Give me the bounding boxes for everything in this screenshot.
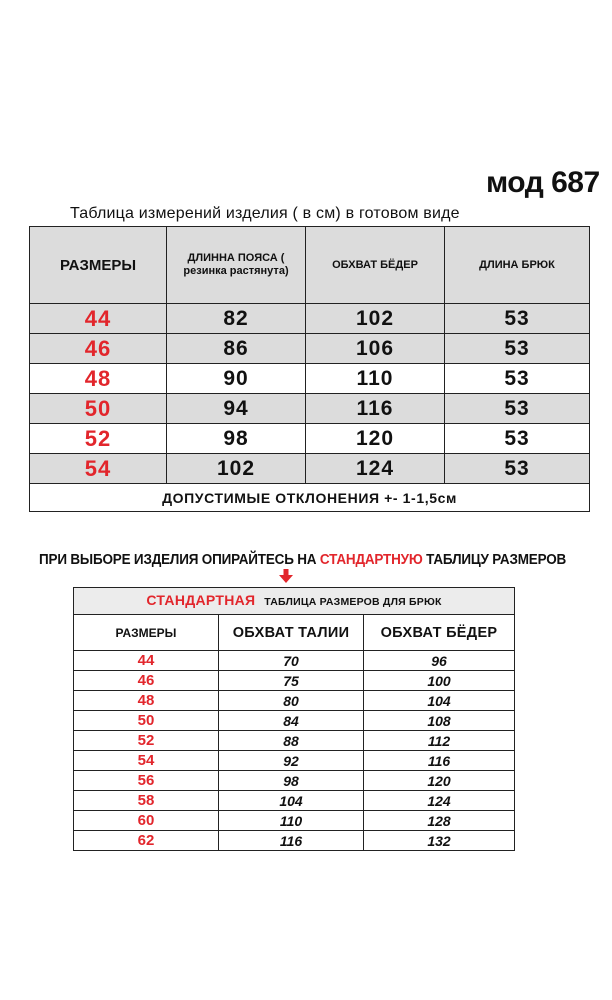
standard-size-table	[73, 587, 515, 851]
hips-cell: 96	[364, 651, 515, 671]
size-cell: 44	[74, 651, 219, 671]
hips-cell: 104	[364, 691, 515, 711]
waist-cell: 98	[219, 771, 364, 791]
length-cell: 53	[445, 454, 590, 484]
hips-cell: 128	[364, 811, 515, 831]
hips-cell: 116	[306, 394, 445, 424]
hips-cell: 108	[364, 711, 515, 731]
hips-cell: 102	[306, 304, 445, 334]
waist-cell: 82	[167, 304, 306, 334]
length-cell: 53	[445, 334, 590, 364]
hips-cell: 132	[364, 831, 515, 851]
header-waist: ОБХВАТ ТАЛИИ	[219, 615, 364, 651]
size-cell: 50	[74, 711, 219, 731]
header-trouser-length: ДЛИНА БРЮК	[445, 227, 590, 304]
table-row	[74, 771, 515, 791]
standard-table-title	[74, 588, 515, 615]
standard-table-title-row	[74, 588, 515, 615]
size-cell: 46	[30, 334, 167, 364]
measurement-table	[29, 226, 590, 512]
hint-text-end: ТАБЛИЦУ РАЗМЕРОВ	[422, 552, 567, 568]
size-cell: 60	[74, 811, 219, 831]
table-row	[30, 454, 590, 484]
hips-cell: 120	[364, 771, 515, 791]
header-waist-length: ДЛИННА ПОЯСА ( резинка растянута)	[167, 227, 306, 304]
table-row	[74, 811, 515, 831]
waist-cell: 90	[167, 364, 306, 394]
waist-cell: 92	[219, 751, 364, 771]
length-cell: 53	[445, 394, 590, 424]
tolerance-note: ДОПУСТИМЫЕ ОТКЛОНЕНИЯ +- 1-1,5см	[30, 484, 590, 512]
size-cell: 58	[74, 791, 219, 811]
size-cell: 48	[30, 364, 167, 394]
waist-cell: 86	[167, 334, 306, 364]
standard-title-rest: ТАБЛИЦА РАЗМЕРОВ ДЛЯ БРЮК	[264, 596, 442, 608]
waist-cell: 80	[219, 691, 364, 711]
hips-cell: 124	[306, 454, 445, 484]
hint-text-start: ПРИ ВЫБОРЕ ИЗДЕЛИЯ ОПИРАЙТЕСЬ НА	[39, 552, 320, 568]
hips-cell: 112	[364, 731, 515, 751]
size-cell: 54	[74, 751, 219, 771]
table-row	[30, 424, 590, 454]
table-row	[30, 334, 590, 364]
table-row	[30, 394, 590, 424]
table-caption: Таблица измерений изделия ( в см) в готовом виде	[70, 205, 460, 222]
waist-cell: 84	[219, 711, 364, 731]
tolerance-row	[30, 484, 590, 512]
model-number: мод 687	[486, 166, 600, 199]
size-cell: 44	[30, 304, 167, 334]
hips-cell: 100	[364, 671, 515, 691]
waist-cell: 116	[219, 831, 364, 851]
hips-cell: 116	[364, 751, 515, 771]
header-sizes: РАЗМЕРЫ	[74, 615, 219, 651]
size-cell: 52	[30, 424, 167, 454]
hips-cell: 124	[364, 791, 515, 811]
standard-header-row	[74, 615, 515, 651]
header-sizes: РАЗМЕРЫ	[30, 227, 167, 304]
table-row	[74, 831, 515, 851]
waist-cell: 88	[219, 731, 364, 751]
waist-cell: 98	[167, 424, 306, 454]
size-cell: 46	[74, 671, 219, 691]
waist-cell: 70	[219, 651, 364, 671]
waist-cell: 75	[219, 671, 364, 691]
table-row	[74, 731, 515, 751]
hips-cell: 110	[306, 364, 445, 394]
length-cell: 53	[445, 424, 590, 454]
table-row	[74, 791, 515, 811]
size-cell: 62	[74, 831, 219, 851]
table-row	[74, 711, 515, 731]
size-cell: 48	[74, 691, 219, 711]
table-row	[74, 691, 515, 711]
table-row	[30, 304, 590, 334]
measurement-header-row	[30, 227, 590, 304]
size-cell: 50	[30, 394, 167, 424]
length-cell: 53	[445, 304, 590, 334]
hint-highlight: СТАНДАРТНУЮ	[319, 552, 423, 568]
size-cell: 56	[74, 771, 219, 791]
size-cell: 54	[30, 454, 167, 484]
table-row	[30, 364, 590, 394]
size-hint	[39, 552, 566, 568]
header-hips: ОБХВАТ БЁДЕР	[364, 615, 515, 651]
waist-cell: 110	[219, 811, 364, 831]
standard-title-highlight: СТАНДАРТНАЯ	[146, 592, 256, 608]
arrow-down-icon	[279, 569, 293, 583]
header-hips: ОБХВАТ БЁДЕР	[306, 227, 445, 304]
table-row	[74, 671, 515, 691]
waist-cell: 102	[167, 454, 306, 484]
table-row	[74, 651, 515, 671]
size-cell: 52	[74, 731, 219, 751]
waist-cell: 104	[219, 791, 364, 811]
table-row	[74, 751, 515, 771]
hips-cell: 106	[306, 334, 445, 364]
length-cell: 53	[445, 364, 590, 394]
hips-cell: 120	[306, 424, 445, 454]
waist-cell: 94	[167, 394, 306, 424]
